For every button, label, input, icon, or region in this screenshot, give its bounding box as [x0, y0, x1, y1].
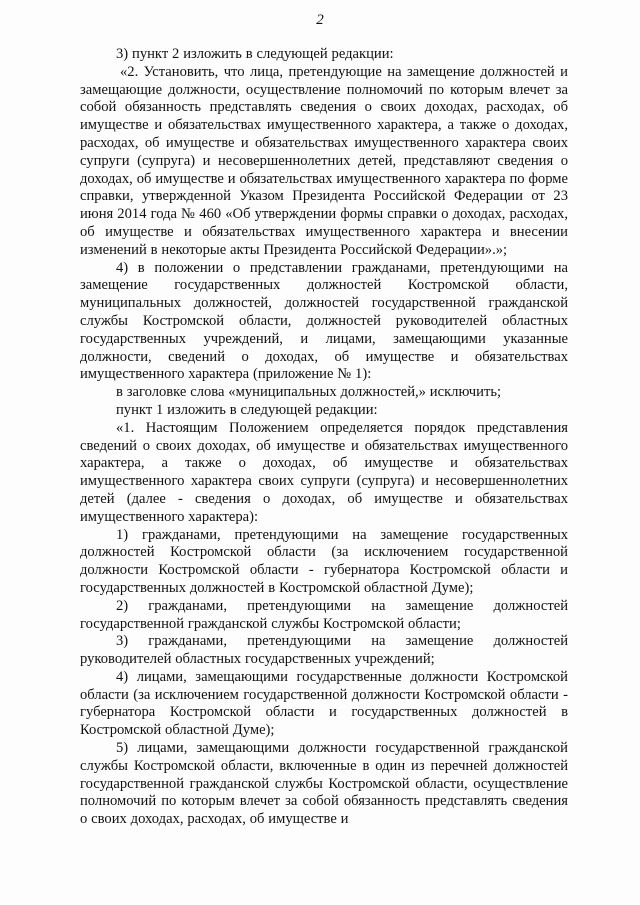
list-item-4: 4) лицами, замещающими государственные должности Костромской области (за исключением государственной должности Костромской области - губернатора Костромской области и государственных должностей в Костромской областной Думе); — [80, 668, 568, 739]
paragraph-title-change: в заголовке слова «муниципальных должностей,» исключить; — [116, 384, 502, 401]
page-number: 2 — [316, 12, 324, 28]
paragraph-point-2-text: «2. Установить, что лица, претендующие на замещение должностей и замещающие должности, осуществление полномочий по которым влечет за собой обязанность представлять сведения о своих доходах, расходах, об имуществе и обязательствах имущественного характера, а также о доходах, расходах, об имуществе и обязательствах имущественного характера своих супруги (супруга) и несовершеннолетних детей, представляют сведения о доходах, об имуществе и обязательствах имущественного характера по форме справки, утвержденной Указом Президента Российской Федерации от 23 июня 2014 года № 460 «Об утверждении формы справки о доходах, расходах, об имуществе и обязательствах имущественного характера и внесении изменений в некоторые акты Президента Российской Федерации».»; — [80, 63, 568, 258]
document-body — [80, 46, 568, 829]
list-item-2: 2) гражданами, претендующими на замещение должностей государственной гражданской службы Костромской области; — [80, 597, 568, 632]
list-item-1: 1) гражданами, претендующими на замещение государственных должностей Костромской области (за исключением государственной должности Костромской области - губернатора Костромской области и государственных должностей в Костромской областной Думе); — [80, 526, 568, 596]
paragraph-item-4: 4) в положении о представлении гражданами, претендующими на замещение государственных должностей Костромской области, муниципальных должностей, должностей государственной гражданской службы Костромской области, должностей руководителей областных государственных учреждений, и лицами, замещающими указанные должности, сведений о доходах, об имуществе и обязательствах имущественного характера (приложение № 1): — [80, 259, 568, 383]
paragraph-point-1-text: «1. Настоящим Положением определяется порядок представления сведений о своих доходах, об имуществе и обязательствах имущественного характера, а также о доходах, об имуществе и обязательствах имущественного характера своих супруги (супруга) и несовершеннолетних детей (далее - сведения о доходах, об имуществе и обязательствах имущественного характера): — [80, 419, 568, 525]
list-item-5: 5) лицами, замещающими должности государственной гражданской службы Костромской области, включенные в один из перечней должностей государственной гражданской службы Костромской области, осуществление полномочий по которым влечет за собой обязанность представлять сведения о своих доходах, расходах, об имуществе и — [80, 740, 568, 828]
paragraph-point-1-intro: пункт 1 изложить в следующей редакции: — [116, 401, 378, 418]
paragraph-item-3: 3) пункт 2 изложить в следующей редакции: — [116, 46, 394, 62]
list-item-3: 3) гражданами, претендующими на замещение должностей руководителей областных государственных учреждений; — [80, 633, 568, 668]
